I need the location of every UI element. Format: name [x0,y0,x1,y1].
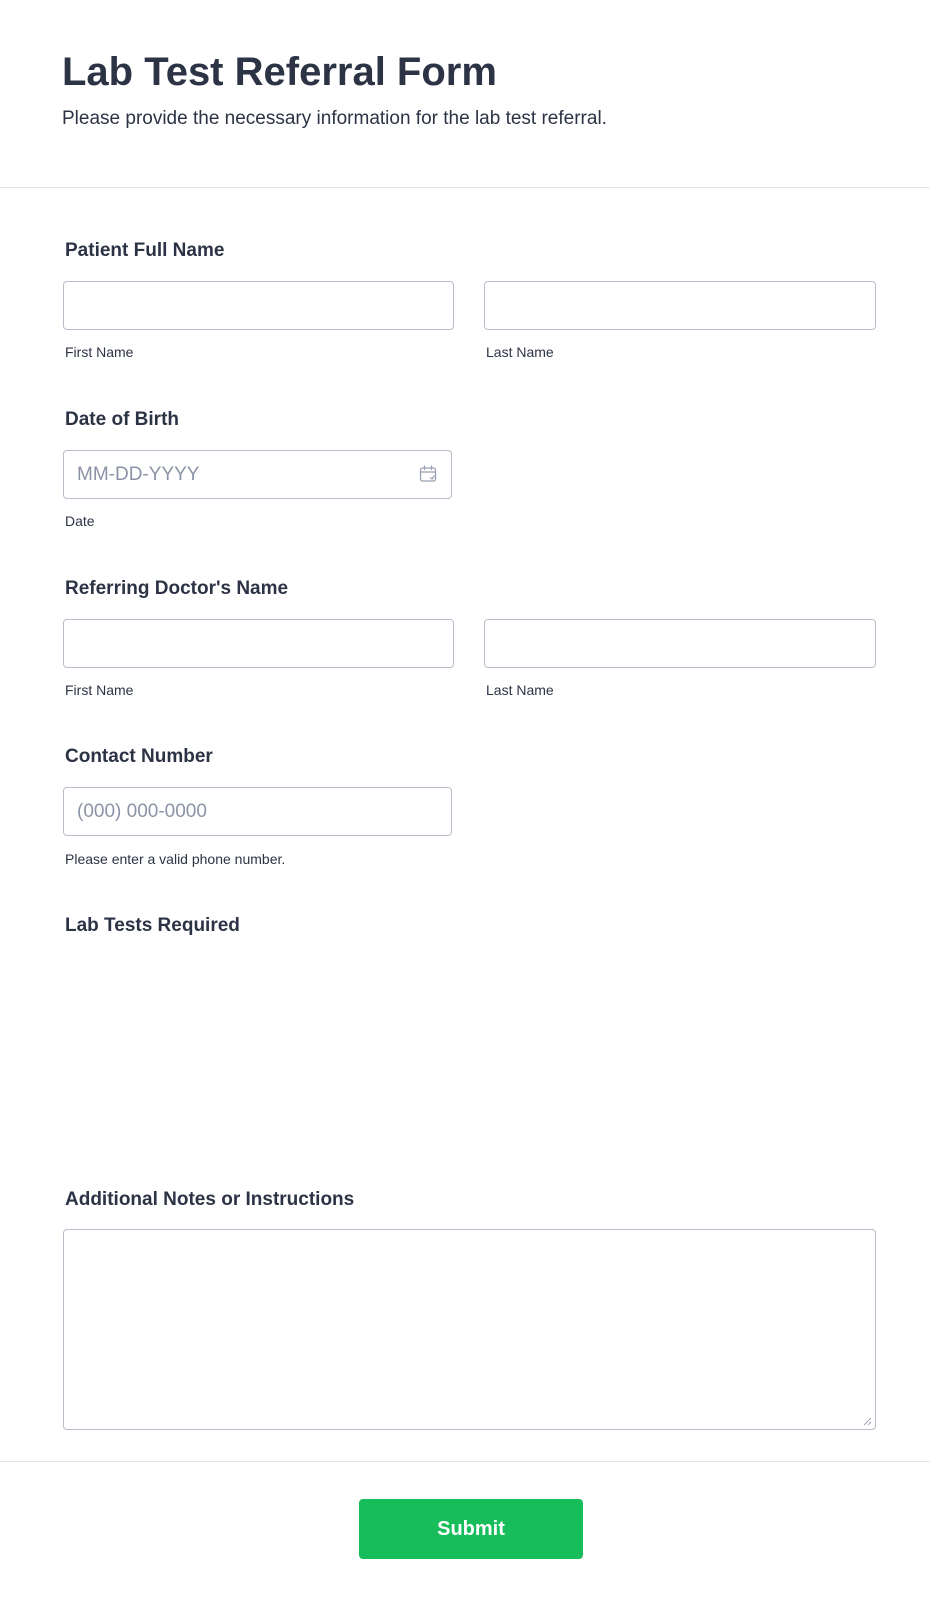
lab-tests-area [63,955,876,1155]
notes-label: Additional Notes or Instructions [65,1189,355,1210]
dob-sublabel: Date [65,513,95,529]
patient-first-name-input[interactable] [63,281,454,330]
patient-name-label: Patient Full Name [65,240,225,261]
doctor-first-name-input[interactable] [63,619,454,668]
submit-button[interactable]: Submit [359,1499,583,1559]
patient-first-name-sublabel: First Name [65,344,134,360]
doctor-name-label: Referring Doctor's Name [65,578,289,599]
resize-grip-icon[interactable] [862,1416,872,1426]
patient-last-name-input[interactable] [484,281,876,330]
contact-number-label: Contact Number [65,746,213,767]
calendar-icon[interactable] [419,465,437,483]
contact-number-input[interactable] [63,787,452,836]
lab-tests-label: Lab Tests Required [65,915,240,936]
notes-textarea[interactable] [63,1229,876,1430]
form-title: Lab Test Referral Form [62,50,497,94]
doctor-last-name-input[interactable] [484,619,876,668]
contact-number-sublabel: Please enter a valid phone number. [65,851,286,867]
dob-input[interactable] [63,450,452,499]
form-subtitle: Please provide the necessary information for the lab test referral. [62,108,607,129]
form-header [0,0,930,188]
footer-divider [0,1461,930,1462]
doctor-first-name-sublabel: First Name [65,682,134,698]
patient-last-name-sublabel: Last Name [486,344,554,360]
doctor-last-name-sublabel: Last Name [486,682,554,698]
dob-label: Date of Birth [65,409,179,430]
